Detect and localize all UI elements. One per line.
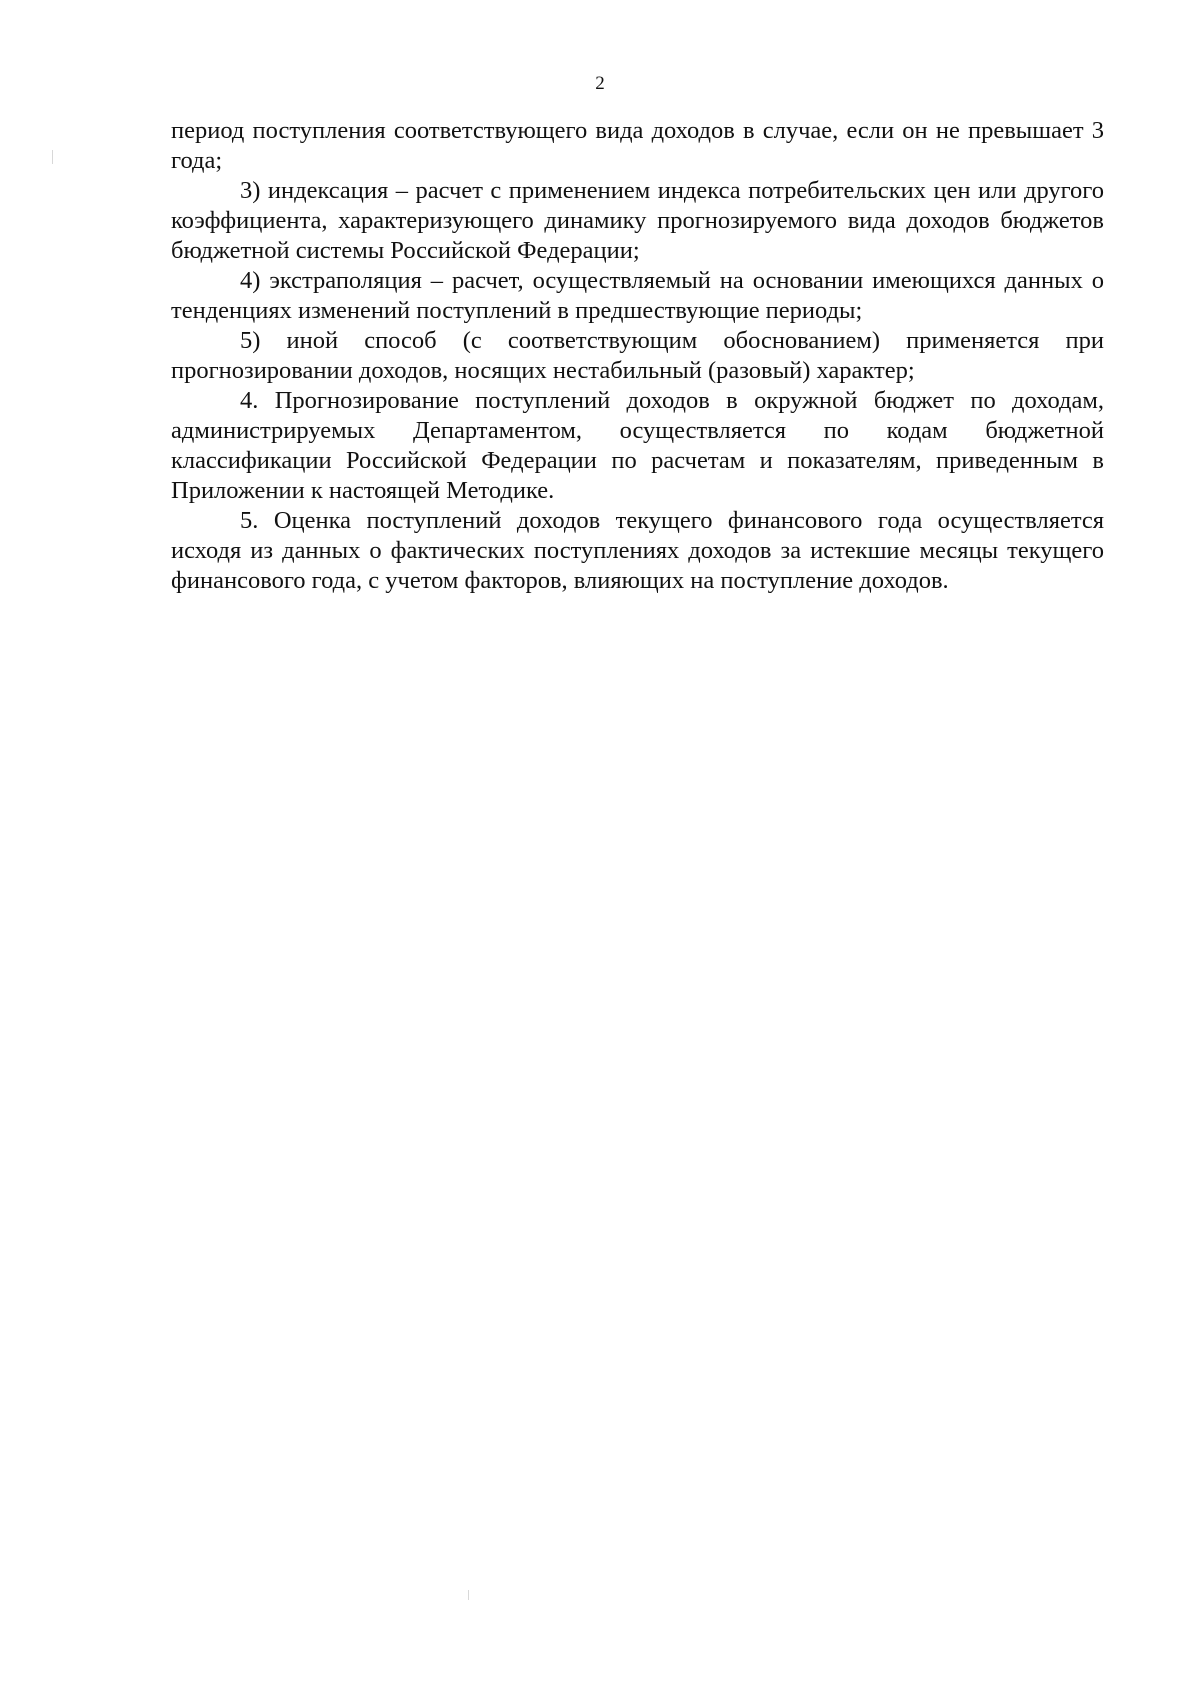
paragraph-section-5: 5. Оценка поступлений доходов текущего финансового года осуществляется исходя из данных о фактических поступлениях доходов за истекшие месяцы текущего финансового года, с учетом факторов, влияющих на поступление доходов. (171, 507, 1104, 594)
paragraph-item-5: 5) иной способ (с соответствующим обоснованием) применяется при прогнозировании доходов, носящих нестабильный (разовый) характер; (171, 327, 1104, 384)
paragraph-item-3: 3) индексация – расчет с применением индекса потребительских цен или другого коэффициента, характеризующего динамику прогнозируемого вида доходов бюджетов бюджетной системы Российской Федерации; (171, 177, 1104, 264)
scan-artifact (468, 1590, 469, 1600)
paragraph-continuation: период поступления соответствующего вида доходов в случае, если он не превышает 3 года; (171, 117, 1104, 174)
paragraph-section-4: 4. Прогнозирование поступлений доходов в окружной бюджет по доходам, администрируемых Департаментом, осуществляется по кодам бюджетной классификации Российской Федерации по расчетам и показателям, приведенным в Приложении к настоящей Методике. (171, 387, 1104, 504)
scan-artifact (52, 150, 53, 164)
document-body (171, 116, 1104, 596)
page-number: 2 (595, 73, 605, 94)
paragraph-item-4: 4) экстраполяция – расчет, осуществляемый на основании имеющихся данных о тенденциях изменений поступлений в предшествующие периоды; (171, 267, 1104, 324)
